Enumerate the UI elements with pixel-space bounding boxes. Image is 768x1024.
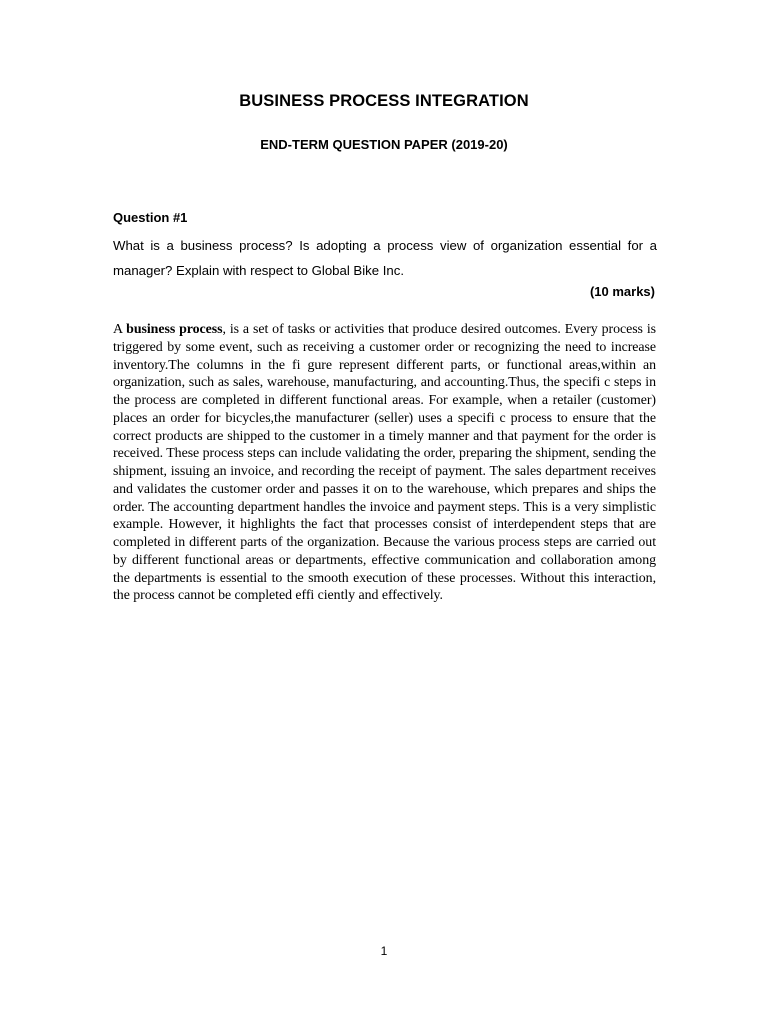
document-subtitle: END-TERM QUESTION PAPER (2019-20) xyxy=(260,137,508,152)
answer-lead: A xyxy=(113,322,127,337)
question-text: What is a business process? Is adopting a process view of organization essential for a manager? Explain with respect to Global Bike Inc. xyxy=(113,238,657,278)
question-marks: (10 marks) xyxy=(589,284,655,299)
question-heading: Question #1 xyxy=(113,210,188,225)
answer-paragraph xyxy=(113,321,656,605)
answer-body: , is a set of tasks or activities that produce desired outcomes. Every process is triggered by some event, such as receiving a customer order or recognizing the need to increase inventory.The columns in the fi gure represent different parts, or functional areas,within an organization, such as sales, warehouse, manufacturing, and accounting.Thus, the specifi c steps in the process are completed in different functional areas. For example, when a retailer (customer) places an order for bicycles,the manufacturer (seller) uses a specifi c process to ensure that the correct products are shipped to the customer in a timely manner and that payment for the order is received. These process steps can include validating the order, preparing the shipment, sending the shipment, issuing an invoice, and recording the receipt of payment. The sales department receives and validates the customer order and passes it on to the warehouse, which prepares and ships the order. The accounting department handles the invoice and payment steps. This is a very simplistic example. However, it highlights the fact that processes consist of interdependent steps that are completed in different parts of the organization. Because the various process steps are carried out by different functional areas or departments, effective communication and collaboration among the departments is essential to the smooth execution of these processes. Without this interaction, the process cannot be completed effi ciently and effectively. xyxy=(113,322,656,604)
document-title: BUSINESS PROCESS INTEGRATION xyxy=(239,92,529,110)
answer-term: business process xyxy=(126,322,223,337)
page-number: 1 xyxy=(380,944,388,958)
